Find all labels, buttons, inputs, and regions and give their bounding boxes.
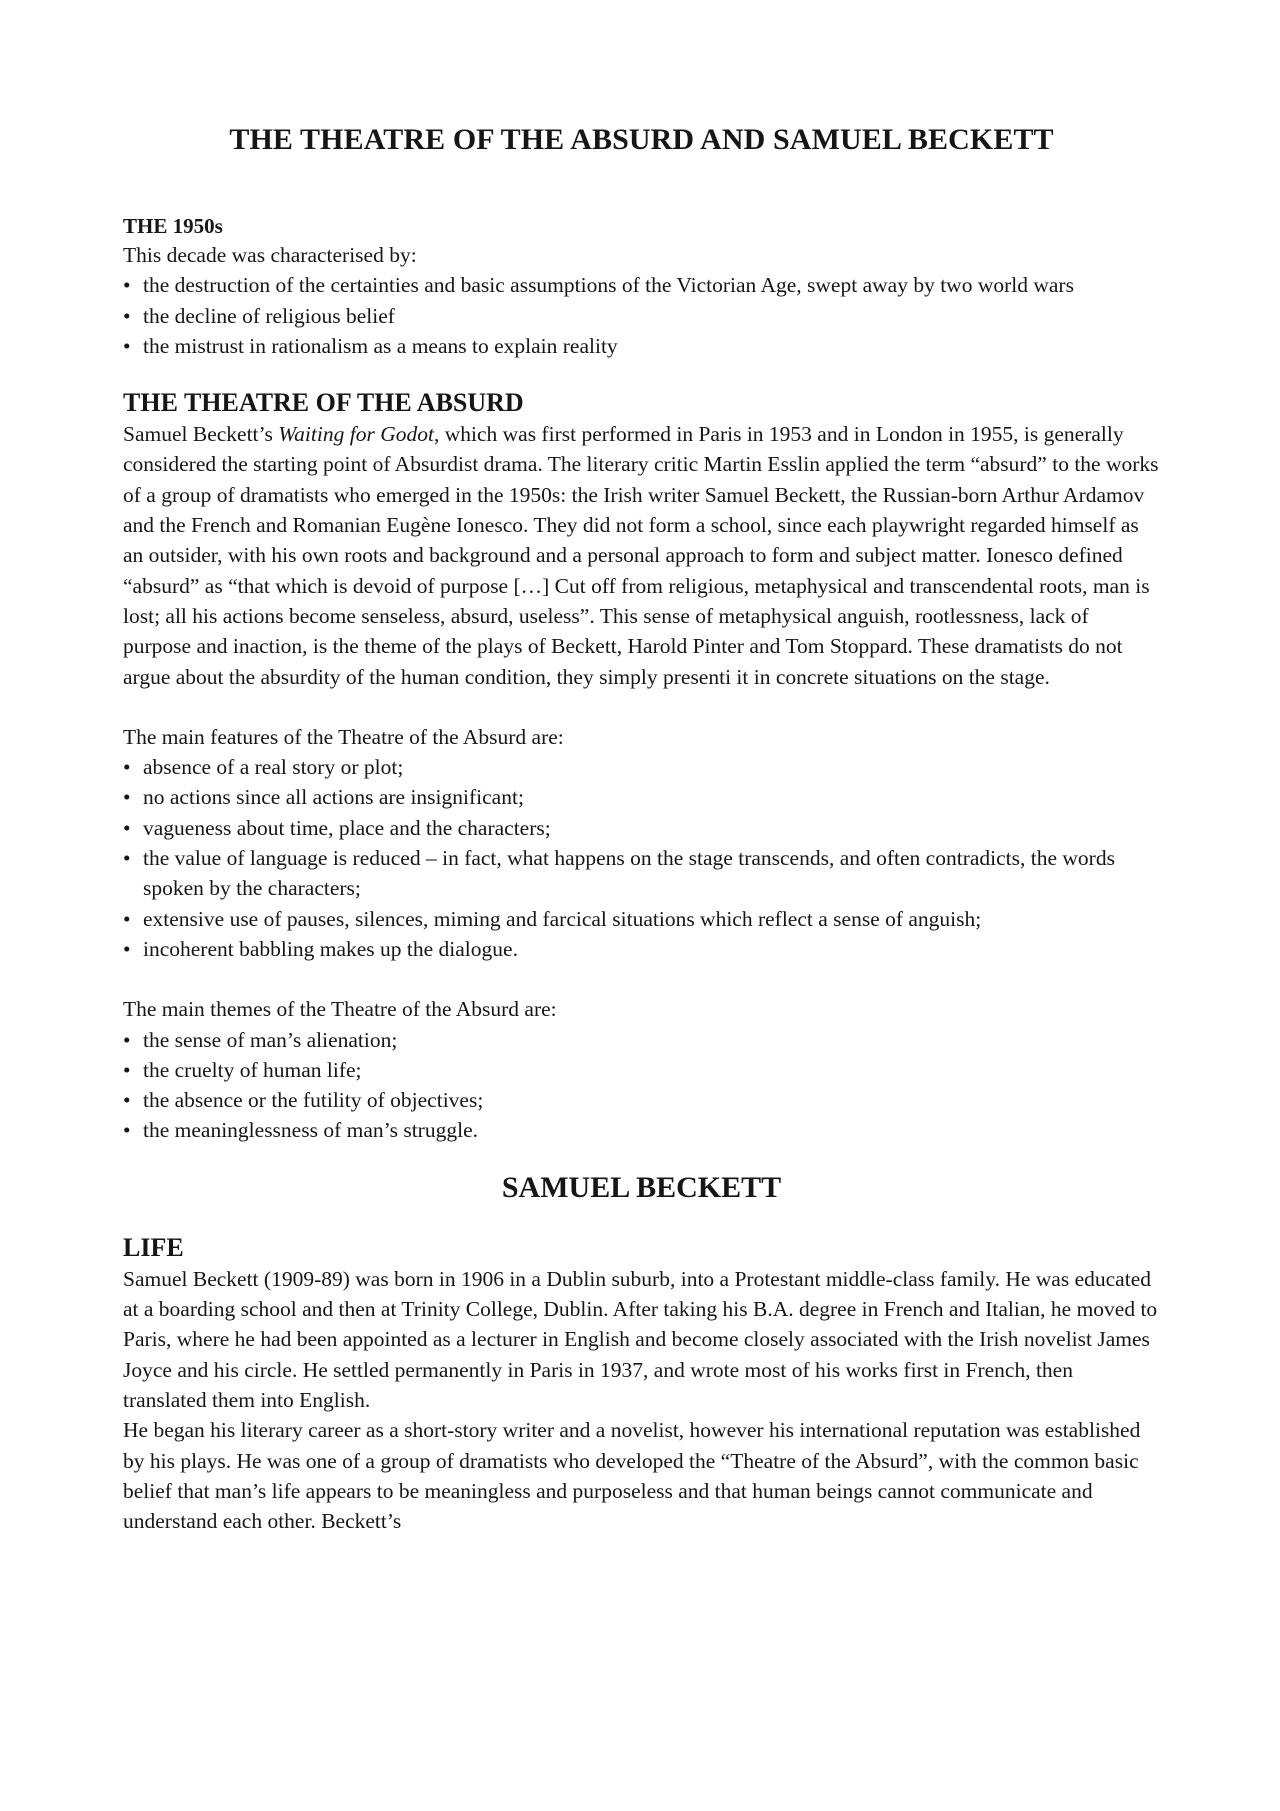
themes-list (123, 1025, 1160, 1146)
heading-samuel-beckett: SAMUEL BECKETT (501, 1170, 782, 1204)
list-item: • the absence or the futility of objectives; (143, 1085, 1160, 1115)
list-item: • the cruelty of human life; (143, 1055, 1160, 1085)
life-paragraph-1: Samuel Beckett (1909-89) was born in 1906 in a Dublin suburb, into a Protestant middle-class family. He was educated at a boarding school and then at Trinity College, Dublin. After taking his B.A. degree in French and Italian, he moved to Paris, where he had been appointed as a lecturer in English and become closely associated with the Irish novelist James Joyce and his circle. He settled permanently in Paris in 1937, and wrote most of his works first in French, then translated them into English. (123, 1266, 1158, 1412)
list-item: • the destruction of the certainties and basic assumptions of the Victorian Age, swept away by two world wars (143, 270, 1160, 300)
heading-1950s: THE 1950s (123, 214, 223, 238)
list-item: • absence of a real story or plot; (143, 752, 1160, 782)
heading-life: LIFE (123, 1232, 184, 1262)
section-theatre-absurd (123, 387, 1160, 1146)
play-title-waiting-for-godot: Waiting for Godot (278, 422, 434, 447)
list-item: • the mistrust in rationalism as a means to explain reality (143, 331, 1160, 361)
themes-intro: The main themes of the Theatre of the Absurd are: (123, 997, 557, 1022)
absurd-para-start: Samuel Beckett’s (123, 422, 279, 447)
list-item: • extensive use of pauses, silences, miming and farcical situations which reflect a sense of anguish; (143, 904, 1160, 934)
section-samuel-beckett (123, 1170, 1160, 1537)
list-item: • vagueness about time, place and the characters; (143, 813, 1160, 843)
features-list (123, 752, 1160, 964)
intro-1950s: This decade was characterised by: (123, 243, 417, 267)
list-1950s (123, 270, 1160, 361)
section-1950s (123, 212, 1160, 361)
list-item: • the sense of man’s alienation; (143, 1025, 1160, 1055)
list-item: • the value of language is reduced – in fact, what happens on the stage transcends, and often contradicts, the words spoken by the characters; (143, 843, 1160, 904)
list-item: • the decline of religious belief (143, 301, 1160, 331)
heading-theatre-absurd: THE THEATRE OF THE ABSURD (123, 388, 524, 418)
absurd-paragraph (123, 419, 1160, 692)
features-intro: The main features of the Theatre of the Absurd are: (123, 724, 564, 749)
list-item: • no actions since all actions are insignificant; (143, 782, 1160, 812)
absurd-para-rest: , which was first performed in Paris in 1953 and in London in 1955, is generally considered the starting point of Absurdist drama. The literary critic Martin Esslin applied the term “absurd” to the works of a group of dramatists who emerged in the 1950s: the Irish writer Samuel Beckett, the Russian-born Arthur Ardamov and the French and Romanian Eugène Ionesco. They did not form a school, since each playwright regarded himself as an outsider, with his own roots and background and a personal approach to form and subject matter. Ionesco defined “absurd” as “that which is devoid of purpose […] Cut off from religious, metaphysical and transcendental roots, man is lost; all his actions become senseless, absurd, useless”. This sense of metaphysical anguish, rootlessness, lack of purpose and inaction, is the theme of the plays of Beckett, Harold Pinter and Tom Stoppard. These dramatists do not argue about the absurdity of the human condition, they simply presenti it in concrete situations on the stage. (123, 422, 1159, 689)
list-item: • incoherent babbling makes up the dialogue. (143, 934, 1160, 964)
life-paragraph-2: He began his literary career as a short-story writer and a novelist, however his international reputation was established by his plays. He was one of a group of dramatists who developed the “Theatre of the Absurd”, with the common basic belief that man’s life appears to be meaningless and purposeless and that human beings cannot communicate and understand each other. Beckett’s (123, 1418, 1141, 1534)
document-title: THE THEATRE OF THE ABSURD AND SAMUEL BECKETT (229, 123, 1054, 156)
list-item: • the meaninglessness of man’s struggle. (143, 1115, 1160, 1145)
